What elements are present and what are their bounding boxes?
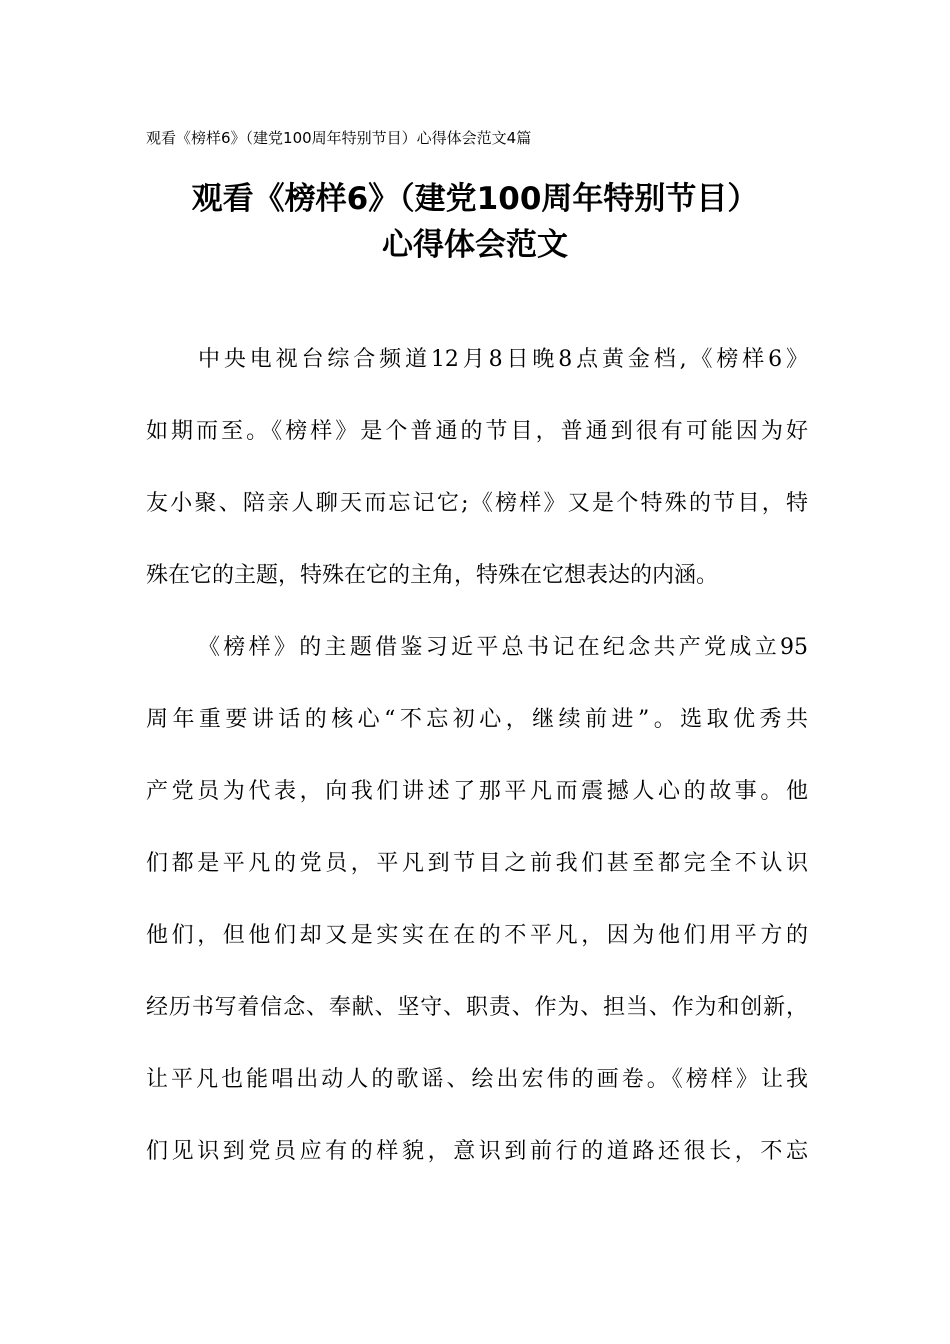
- paragraph-1-line: 如期而至。《榜样》是个普通的节目，普通到很有可能因为好: [146, 419, 808, 444]
- paragraph-2-line: 们都是平凡的党员，平凡到节目之前我们甚至都完全不认识: [146, 851, 808, 876]
- paragraph-2-line: 《榜样》的主题借鉴习近平总书记在纪念共产党成立95: [198, 635, 808, 660]
- document-title-line-2: 心得体会范文: [382, 227, 568, 263]
- document-title: [100, 176, 850, 268]
- body-text: [146, 324, 808, 1188]
- paragraph-2-line: 让平凡也能唱出动人的歌谣、绘出宏伟的画卷。《榜样》让我: [146, 1067, 808, 1092]
- paragraph-2-line: 产党员为代表，向我们讲述了那平凡而震撼人心的故事。他: [146, 779, 808, 804]
- paragraph-2-line: 周年重要讲话的核心“不忘初心，继续前进”。选取优秀共: [146, 707, 808, 732]
- paragraph-2-line: 经历书写着信念、奉献、坚守、职责、作为、担当、作为和创新，: [146, 995, 808, 1020]
- paragraph-1-line: 友小聚、陪亲人聊天而忘记它;《榜样》又是个特殊的节目，特: [146, 491, 808, 516]
- paragraph-1-line: 殊在它的主题，特殊在它的主角，特殊在它想表达的内涵。: [146, 563, 719, 588]
- paragraph-1-line: 中央电视台综合频道12月8日晚8点黄金档,《榜样6》: [198, 347, 808, 372]
- running-header: 观看《榜样6》（建党100周年特别节目）心得体会范文4篇: [146, 129, 532, 147]
- paragraph-2-line: 他们，但他们却又是实实在在的不平凡，因为他们用平方的: [146, 923, 808, 948]
- paragraph-2-line: 们见识到党员应有的样貌，意识到前行的道路还很长，不忘: [146, 1139, 808, 1164]
- document-title-line-1: 观看《榜样6》（建党100周年特别节目）: [191, 181, 759, 217]
